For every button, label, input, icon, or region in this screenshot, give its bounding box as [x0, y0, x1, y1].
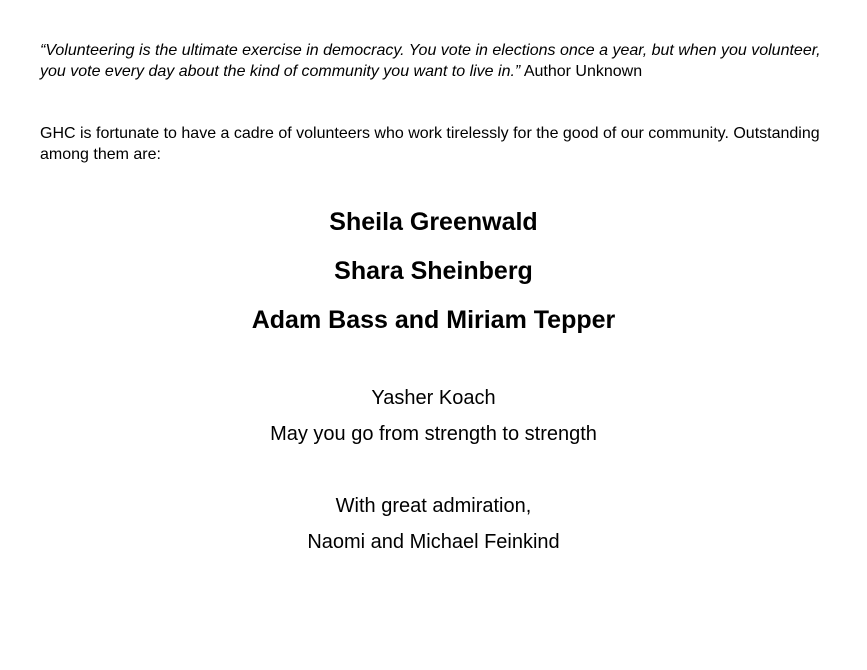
blessing-line: Yasher Koach: [371, 387, 496, 409]
closing-block: [0, 383, 867, 563]
honoree-name: Shara Sheinberg: [334, 257, 533, 285]
honoree-name: Sheila Greenwald: [329, 208, 538, 236]
quote-text: “Volunteering is the ultimate exercise in democracy. You vote in elections once a year, but when you volunteer, you vote every day about the kind of community you want to live in.”: [40, 42, 821, 80]
wish-line: May you go from strength to strength: [270, 423, 597, 445]
signoff-line: With great admiration,: [335, 495, 532, 517]
honoree-list: [0, 204, 867, 351]
spacer: [0, 455, 867, 491]
quote-attribution: Author Unknown: [523, 63, 643, 80]
volunteer-quote: [40, 40, 840, 82]
honoree-name: Adam Bass and Miriam Tepper: [251, 306, 616, 334]
signature-line: Naomi and Michael Feinkind: [307, 531, 560, 553]
intro-paragraph: GHC is fortunate to have a cadre of volunteers who work tirelessly for the good of our community. Outstanding among them are:: [40, 125, 820, 163]
